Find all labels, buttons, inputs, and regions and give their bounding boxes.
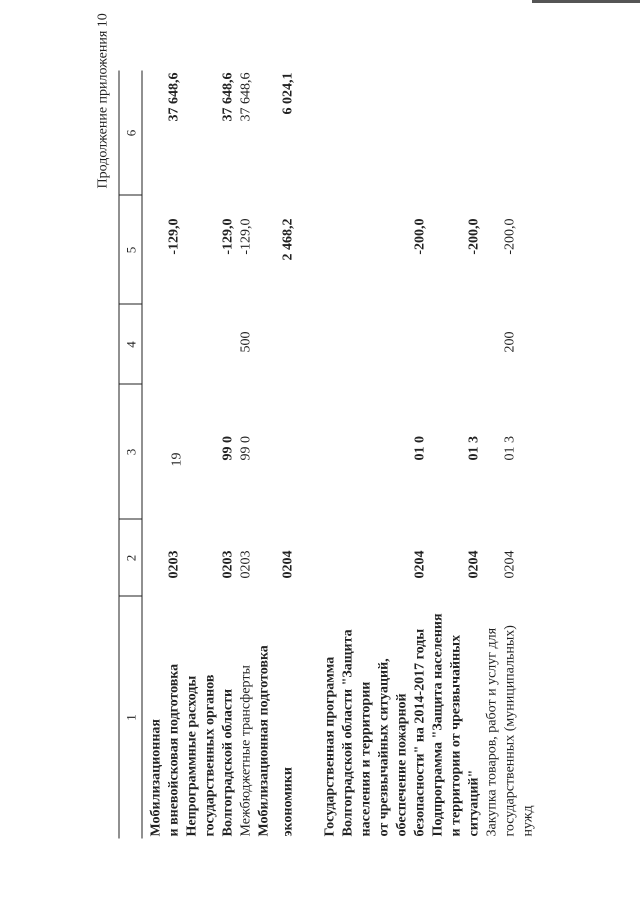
header-col-3: 3 — [123, 448, 139, 456]
row-7-name: Закупка товаров, работ и услуг для государственных (муниципальных) нужд — [484, 625, 536, 837]
rotated-page — [1, 0, 640, 905]
header-col-1: 1 — [123, 714, 139, 721]
row-7-expense-type: 200 — [502, 331, 518, 353]
row-4-name: Мобилизационная подготовка экономики — [256, 645, 296, 837]
continuation-label: Продолжение приложения 10 — [95, 13, 111, 189]
row-3-target: 99 0 — [238, 436, 254, 461]
row-3-change: -129,0 — [238, 218, 254, 255]
row-5-target: 01 0 — [412, 436, 428, 461]
row-2-total: 37 648,6 — [220, 72, 236, 122]
row-2-target: 99 0 — [220, 436, 236, 461]
table-header-rule — [142, 71, 143, 839]
row-7-code: 0204 — [502, 550, 518, 579]
row-5-name: Государственная программа Волгоградской области "Защита населения и территории от чрезвычайных ситуаций, обеспечение пожарной безопасности" на 2014-2017 годы — [322, 628, 428, 837]
row-4-code: 0204 — [280, 550, 296, 579]
header-col-4: 4 — [123, 341, 139, 348]
row-2-name: Непрограммные расходы государственных органов Волгоградской области — [184, 674, 236, 837]
row-3-name: Межбюджетные трансферты — [238, 665, 254, 837]
row-3-total: 37 648,6 — [238, 72, 254, 122]
row-7-target: 01 3 — [502, 436, 518, 461]
header-col-2: 2 — [123, 554, 139, 562]
row-3-expense-type: 500 — [238, 331, 254, 353]
row-6-target: 01 3 — [466, 436, 482, 461]
row-4-total: 6 024,1 — [280, 72, 296, 115]
header-col-5: 5 — [123, 246, 139, 254]
row-1-name: Мобилизационная и вневойсковая подготовка — [148, 663, 182, 837]
table-top-rule — [119, 71, 120, 839]
row-2-code: 0203 — [220, 550, 236, 579]
row-7-change: -200,0 — [502, 218, 518, 255]
row-1-change: -129,0 — [166, 218, 182, 255]
row-5-change: -200,0 — [412, 218, 428, 255]
row-1-code: 0203 — [166, 550, 182, 579]
row-3-code: 0203 — [238, 550, 254, 579]
row-1-total: 37 648,6 — [166, 72, 182, 122]
row-5-code: 0204 — [412, 550, 428, 579]
row-6-name: Подпрограмма "Защита населения и территории от чрезвычайных ситуаций" — [430, 613, 482, 837]
row-4-change: 2 468,2 — [280, 218, 296, 261]
row-6-change: -200,0 — [466, 218, 482, 255]
header-col-6: 6 — [123, 129, 139, 137]
row-2-change: -129,0 — [220, 218, 236, 255]
page-number: 19 — [169, 452, 185, 467]
row-6-code: 0204 — [466, 550, 482, 579]
